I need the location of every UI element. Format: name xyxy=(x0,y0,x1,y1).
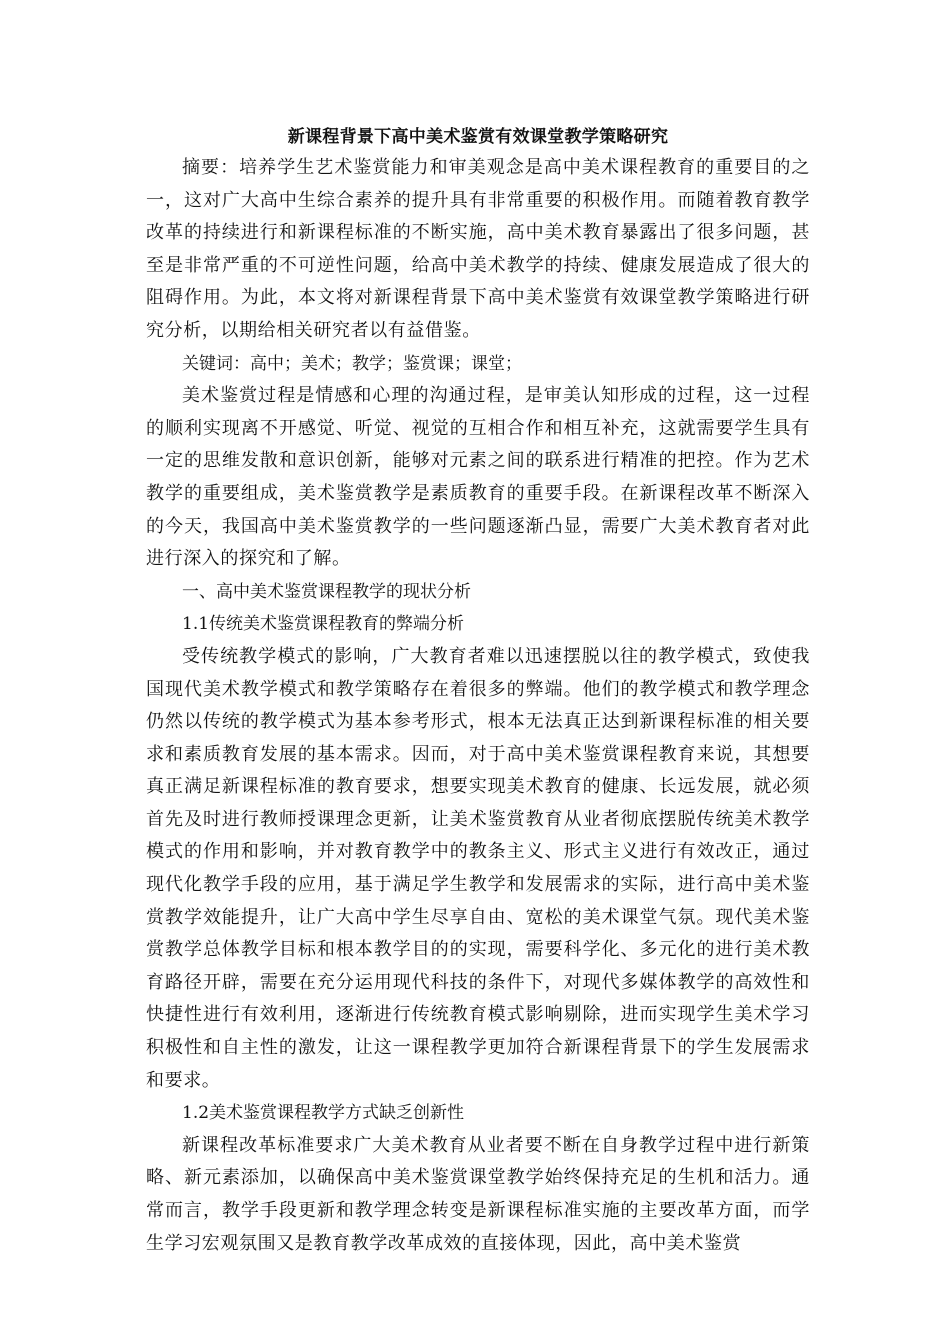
keywords-line: 关键词：高中；美术；教学；鉴赏课；课堂； xyxy=(182,353,522,374)
subsection-heading-1-2: 1.2美术鉴赏课程教学方式缺乏创新性 xyxy=(182,1103,465,1124)
section-heading-1: 一、高中美术鉴赏课程教学的现状分析 xyxy=(182,581,471,602)
subsection-1-2-paragraph: 新课程改革标准要求广大美术教育从业者要不断在自身教学过程中进行新策略、新元素添加，以确保高中美术鉴赏课堂教学始终保持充足的生机和活力。通常而言，教学手段更新和教学理念转变是新课程标准实施的主要改革方面，而学生学习宏观氛围又是教育教学改革成效的直接体现，因此，高中美术鉴赏 xyxy=(146,1134,810,1254)
intro-paragraph: 美术鉴赏过程是情感和心理的沟通过程，是审美认知形成的过程，这一过程的顺利实现离不开感觉、听觉、视觉的互相合作和相互补充，这就需要学生具有一定的思维发散和意识创新，能够对元素之间的联系进行精准的把控。作为艺术教学的重要组成，美术鉴赏教学是素质教育的重要手段。在新课程改革不断深入的今天，我国高中美术鉴赏教学的一些问题逐渐凸显，需要广大美术教育者对此进行深入的探究和了解。 xyxy=(146,385,810,570)
abstract-paragraph: 摘要：培养学生艺术鉴赏能力和审美观念是高中美术课程教育的重要目的之一，这对广大高中生综合素养的提升具有非常重要的积极作用。而随着教育教学改革的持续进行和新课程标准的不断实施，高中美术教育暴露出了很多问题，甚至是非常严重的不可逆性问题，给高中美术教学的持续、健康发展造成了很大的阻碍作用。为此，本文将对新课程背景下高中美术鉴赏有效课堂教学策略进行研究分析，以期给相关研究者以有益借鉴。 xyxy=(146,157,810,341)
subsection-heading-1-1: 1.1传统美术鉴赏课程教育的弊端分析 xyxy=(182,614,465,635)
document-body xyxy=(146,122,810,1260)
document-title: 新课程背景下高中美术鉴赏有效课堂教学策略研究 xyxy=(287,127,669,147)
subsection-1-1-paragraph: 受传统教学模式的影响，广大教育者难以迅速摆脱以往的教学模式，致使我国现代美术教学模式和教学策略存在着很多的弊端。他们的教学模式和教学理念仍然以传统的教学模式为基本参考形式，根本无法真正达到新课程标准的相关要求和素质教育发展的基本需求。因而，对于高中美术鉴赏课程教育来说，其想要真正满足新课程标准的教育要求，想要实现美术教育的健康、长远发展，就必须首先及时进行教师授课理念更新，让美术鉴赏教育从业者彻底摆脱传统美术教学模式的作用和影响，并对教育教学中的教条主义、形式主义进行有效改正，通过现代化教学手段的应用，基于满足学生教学和发展需求的实际，进行高中美术鉴赏教学效能提升，让广大高中学生尽享自由、宽松的美术课堂气氛。现代美术鉴赏教学总体教学目标和根本教学目的的实现，需要科学化、多元化的进行美术教育路径开辟，需要在充分运用现代科技的条件下，对现代多媒体教学的高效性和快捷性进行有效利用，逐渐进行传统教育模式影响剔除，进而实现学生美术学习积极性和自主性的激发，让这一课程教学更加符合新课程背景下的学生发展需求和要求。 xyxy=(146,645,810,1091)
